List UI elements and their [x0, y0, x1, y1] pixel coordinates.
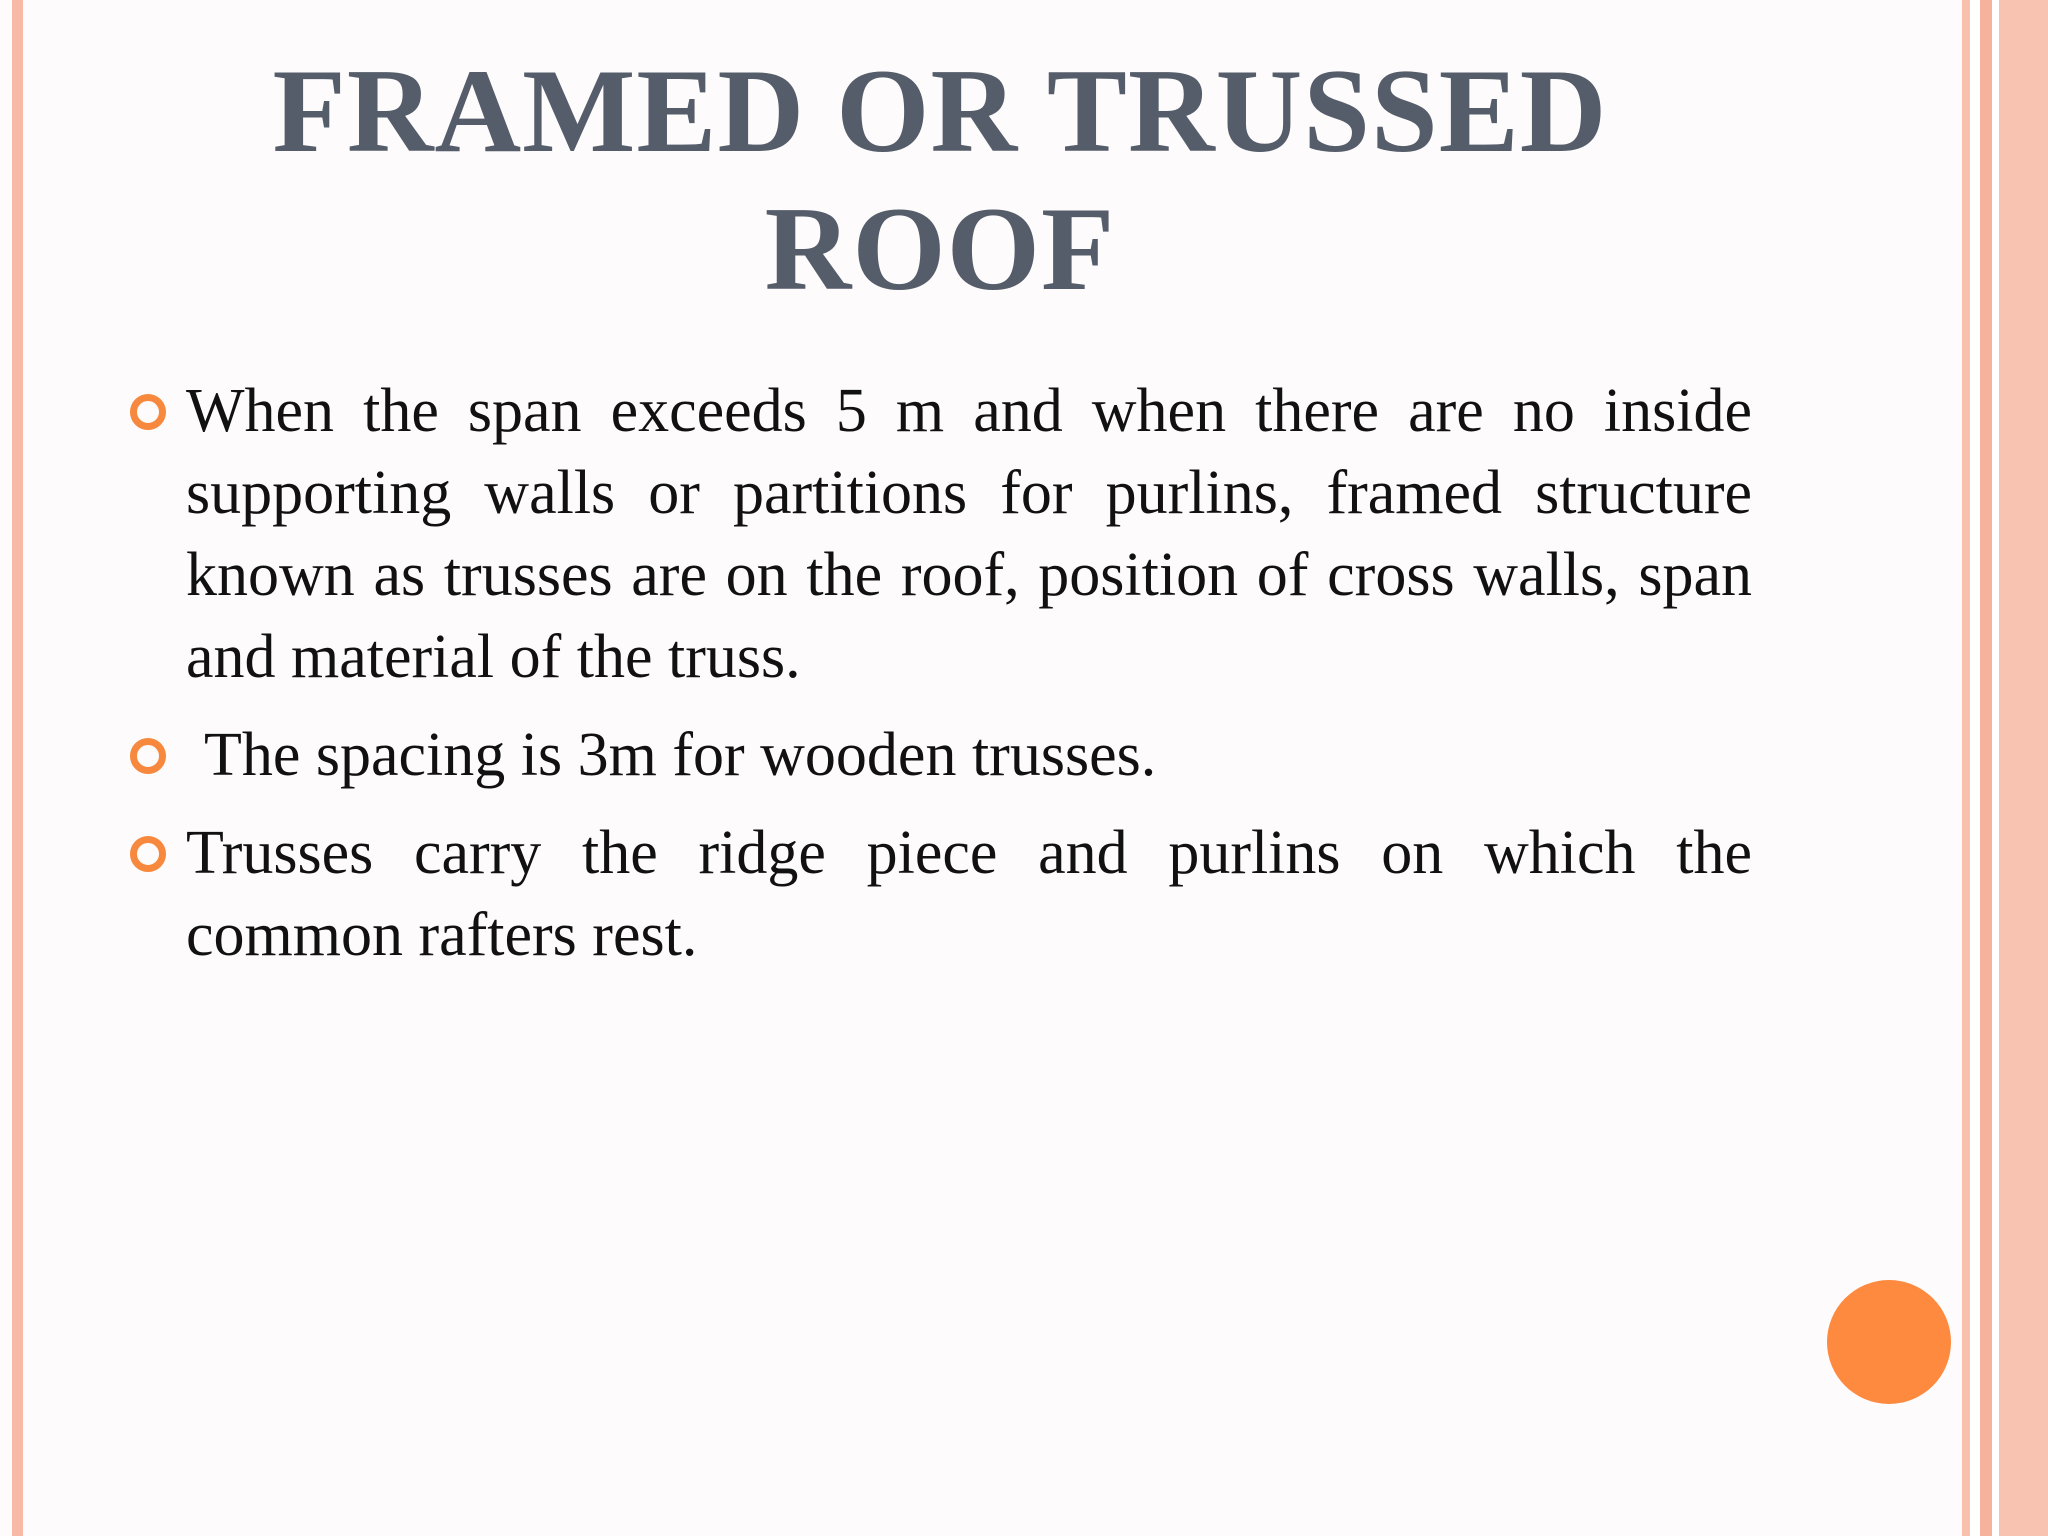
right-border-stripe — [1962, 0, 1970, 1536]
hollow-circle-bullet-icon — [130, 394, 166, 430]
bullet-text: Trusses carry the ridge piece and purlins on which the common rafters rest. — [186, 819, 1752, 969]
bullet-item — [130, 812, 1752, 976]
bullet-text: When the span exceeds 5 m and when there are no inside supporting walls or partitions for purlins, framed structure known as trusses are on the roof, position of cross walls, span and material of the truss. — [186, 377, 1752, 691]
bullet-text: The spacing is 3m for wooden trusses. — [204, 721, 1157, 789]
right-border-stripe — [1980, 0, 1992, 1536]
bullet-item — [130, 370, 1752, 698]
hollow-circle-bullet-icon — [130, 738, 166, 774]
slide-title: FRAMED OR TRUSSED ROOF — [272, 44, 1608, 315]
hollow-circle-bullet-icon — [130, 836, 166, 872]
bullet-item — [130, 714, 1752, 796]
right-border-gap — [1992, 0, 1999, 1536]
left-border-stripe — [12, 0, 23, 1536]
right-border-gap — [1970, 0, 1980, 1536]
right-border-band — [1999, 0, 2048, 1536]
filled-circle-icon — [1827, 1280, 1951, 1404]
bullet-list — [130, 370, 1752, 992]
